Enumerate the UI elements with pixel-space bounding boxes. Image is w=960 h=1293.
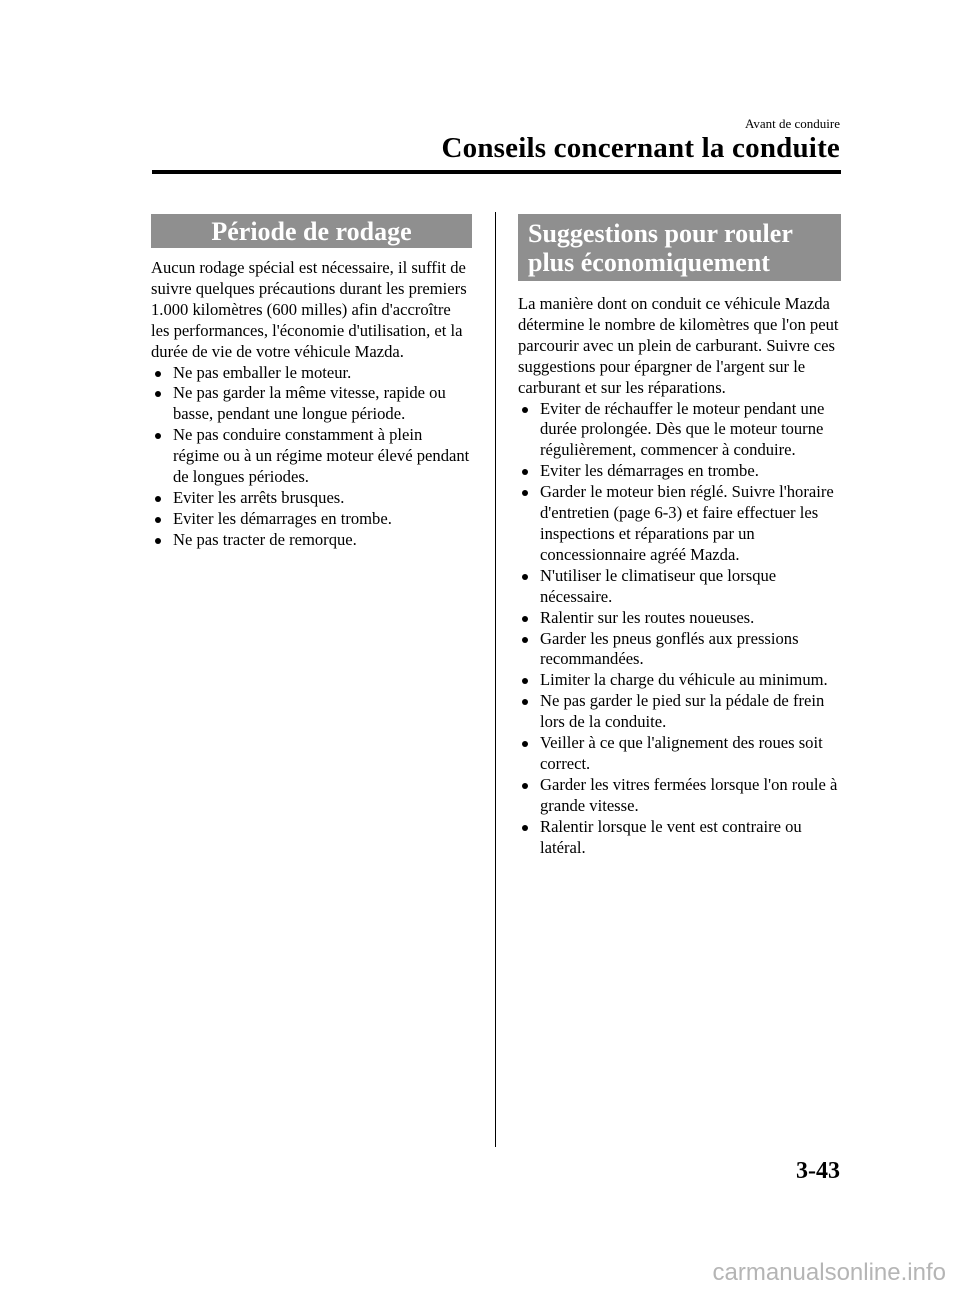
running-header-section: Avant de conduire: [744, 116, 840, 131]
column-divider: [495, 212, 496, 1147]
list-item: Limiter la charge du véhicule au minimum.: [518, 670, 841, 691]
right-column: [518, 214, 841, 858]
list-item: Ralentir lorsque le vent est contraire ou latéral.: [518, 817, 841, 859]
section-heading-line: plus économiquement: [528, 248, 770, 277]
section-heading-economy: [518, 214, 841, 281]
break-in-intro: Aucun rodage spécial est nécessaire, il suffit de suivre quelques précautions durant les premiers 1.000 kilomètres (600 milles) afin d'accroître les performances, l'économie d'utilisation, et la durée de vie de votre véhicule Mazda.: [151, 258, 467, 361]
left-column: [151, 214, 472, 551]
header-rule: [152, 170, 841, 174]
list-item: Garder les vitres fermées lorsque l'on roule à grande vitesse.: [518, 775, 841, 817]
list-item: Ne pas emballer le moteur.: [151, 363, 472, 384]
list-item: Ne pas conduire constamment à plein régime ou à un régime moteur élevé pendant de longues périodes.: [151, 425, 472, 488]
economy-intro: La manière dont on conduit ce véhicule Mazda détermine le nombre de kilomètres que l'on peut parcourir avec un plein de carburant. Suivre ces suggestions pour épargner de l'argent sur le carburant et sur les réparations.: [518, 294, 839, 397]
list-item: Ne pas garder le pied sur la pédale de frein lors de la conduite.: [518, 691, 841, 733]
list-item: Garder les pneus gonflés aux pressions recommandées.: [518, 629, 841, 671]
economy-list: [518, 399, 841, 859]
section-heading-line: Suggestions pour rouler: [528, 219, 793, 248]
list-item: Garder le moteur bien réglé. Suivre l'horaire d'entretien (page 6-3) et faire effectuer les inspections et réparations par un concessionnaire agréé Mazda.: [518, 482, 841, 566]
list-item: Ne pas garder la même vitesse, rapide ou basse, pendant une longue période.: [151, 383, 472, 425]
list-item: Veiller à ce que l'alignement des roues soit correct.: [518, 733, 841, 775]
watermark-link[interactable]: carmanualsonline.info: [712, 1259, 946, 1286]
list-item: Eviter les arrêts brusques.: [151, 488, 472, 509]
list-item: Eviter de réchauffer le moteur pendant une durée prolongée. Dès que le moteur tourne régulièrement, commencer à conduire.: [518, 399, 841, 462]
list-item: Eviter les démarrages en trombe.: [518, 461, 841, 482]
list-item: Ne pas tracter de remorque.: [151, 530, 472, 551]
section-heading-break-in: Période de rodage: [151, 214, 472, 248]
list-item: N'utiliser le climatiseur que lorsque nécessaire.: [518, 566, 841, 608]
running-header-chapter: Conseils concernant la conduite: [441, 132, 840, 164]
list-item: Ralentir sur les routes noueuses.: [518, 608, 841, 629]
break-in-list: [151, 363, 472, 551]
list-item: Eviter les démarrages en trombe.: [151, 509, 472, 530]
page-number: 3-43: [796, 1158, 840, 1184]
